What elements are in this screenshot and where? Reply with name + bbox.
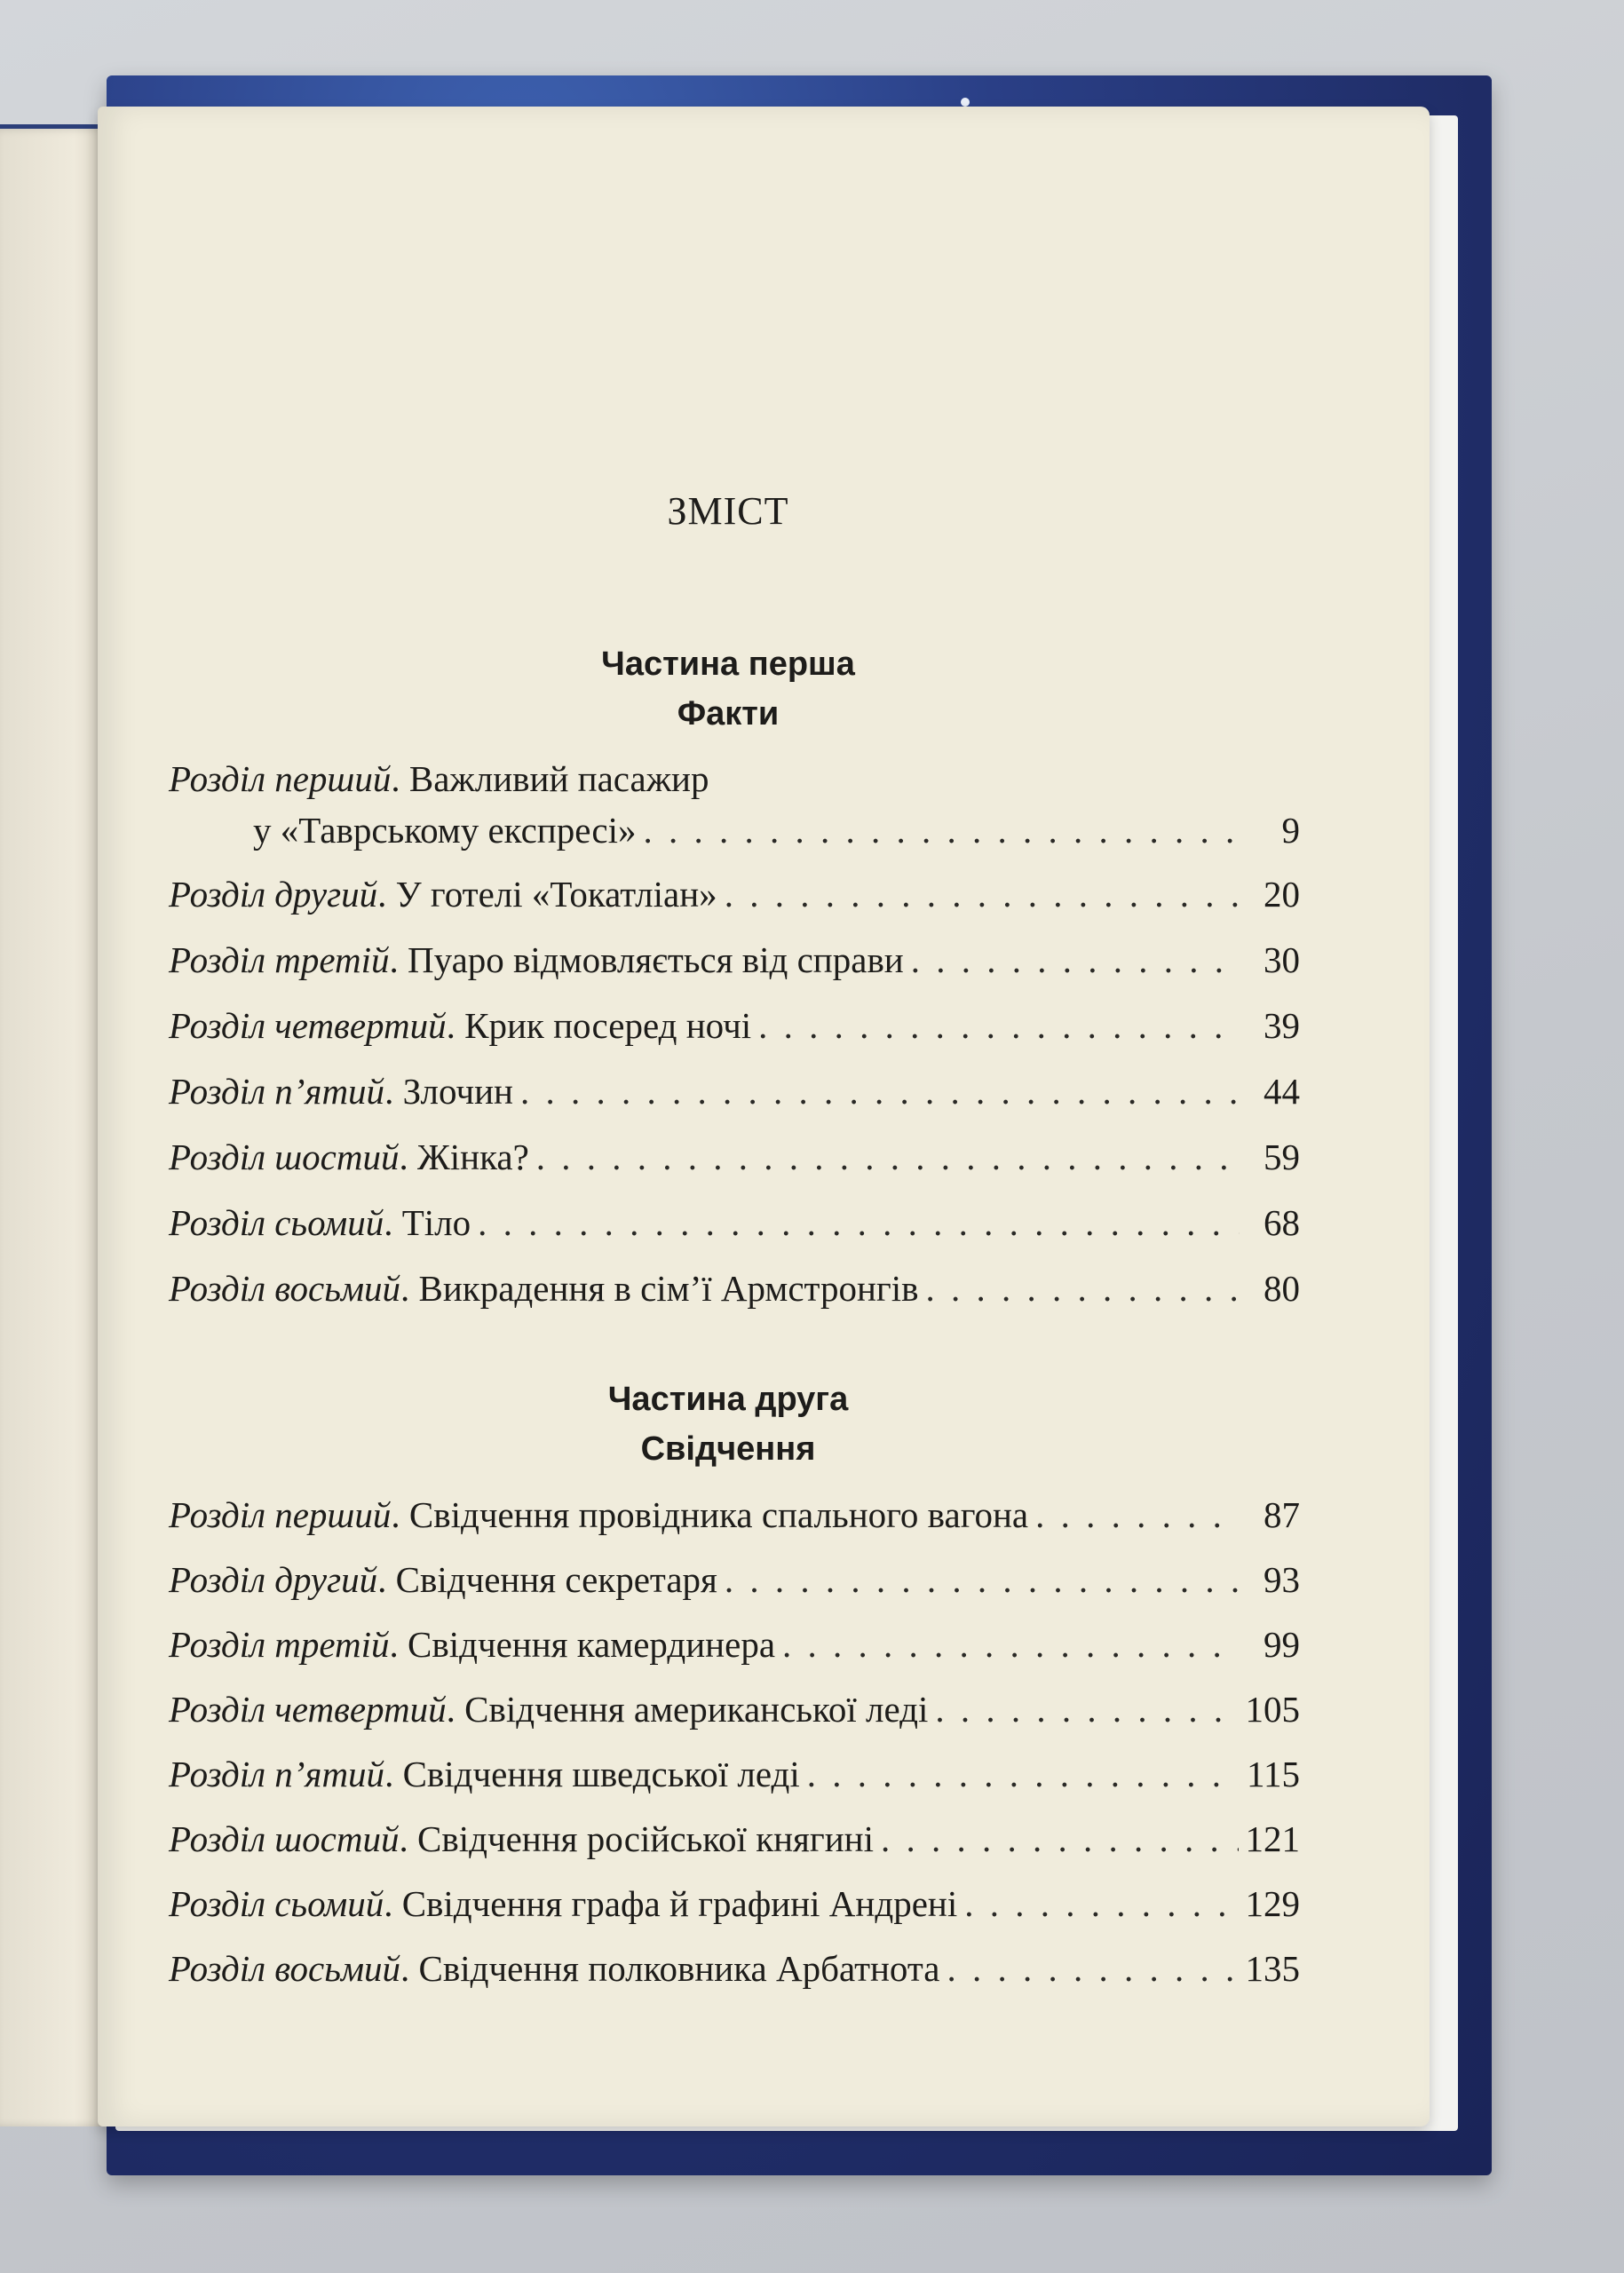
leader-dots (520, 1065, 1240, 1117)
chapter-number: Розділ сьомий (169, 1202, 384, 1243)
chapter-number: Розділ восьмий (169, 1268, 401, 1309)
leader-dots (925, 1263, 1240, 1314)
part-label: Частина перша (601, 645, 855, 683)
chapter-number: Розділ третій (169, 939, 390, 980)
chapter-number: Розділ четвертий (169, 1689, 447, 1730)
leader-dots (644, 804, 1240, 856)
chapter-number: Розділ шостий (169, 1818, 400, 1859)
chapter-number: Розділ восьмий (169, 1948, 401, 1989)
chapter-title: Тіло (401, 1202, 471, 1243)
toc-entry-continued[interactable] (253, 804, 1300, 856)
chapter-number: Розділ п’ятий (169, 1754, 385, 1794)
chapter-title: Жінка? (417, 1136, 529, 1177)
page-number: 30 (1264, 939, 1300, 980)
toc-page (98, 107, 1430, 2126)
toc-entry[interactable]: Розділ восьмий . Свідчення полковника Арбатнота . . . 135 (169, 1943, 1300, 1994)
part-name: Свідчення (640, 1430, 816, 1468)
chapter-title: Свідчення провідника спального вагона (408, 1494, 1029, 1535)
chapter-title: Свідчення графа й графині Андрені (401, 1883, 958, 1924)
toc-entry[interactable]: Розділ сьомий . Тіло . . . 68 (169, 1197, 1300, 1248)
leader-dots (782, 1619, 1240, 1670)
toc-entry[interactable]: Розділ третій . Свідчення камердинера . . . 99 (169, 1619, 1300, 1670)
left-page (0, 129, 107, 2126)
chapter-title: Крик посеред ночі (464, 1005, 752, 1046)
leader-dots (911, 934, 1240, 986)
chapter-number: Розділ шостий (169, 1136, 400, 1177)
leader-dots (881, 1813, 1238, 1865)
chapter-number: Розділ сьомий (169, 1883, 384, 1924)
leader-dots (964, 1878, 1238, 1929)
chapter-title: Свідчення американської леді (464, 1689, 929, 1730)
chapter-number: Розділ п’ятий (169, 1071, 385, 1112)
leader-dots (478, 1197, 1240, 1248)
star-icon (961, 98, 970, 107)
page-number: 39 (1264, 1005, 1300, 1046)
toc-entry[interactable]: Розділ перший. Важливий пасажир (169, 758, 709, 799)
chapter-title: Викрадення в сім’ї Армстронгів (418, 1268, 919, 1309)
chapter-title: Свідчення секретаря (395, 1559, 717, 1600)
page-number: 44 (1264, 1071, 1300, 1112)
page-number: 68 (1264, 1202, 1300, 1243)
part-name: Факти (677, 695, 780, 733)
page-number: 105 (1245, 1689, 1300, 1730)
toc-entry[interactable]: Розділ восьмий . Викрадення в сім’ї Армстронгів . . . 80 (169, 1263, 1300, 1314)
chapter-number: Розділ перший (169, 1494, 392, 1535)
chapter-number: Розділ перший (169, 758, 392, 799)
toc-entry[interactable]: Розділ шостий . Свідчення російської княгині . . . 121 (169, 1813, 1300, 1865)
chapter-title: Свідчення камердинера (408, 1624, 776, 1665)
toc-entry[interactable]: Розділ перший . Свідчення провідника спального вагона . . . 87 (169, 1489, 1300, 1540)
toc-entry[interactable]: Розділ четвертий . Крик посеред ночі . . . 39 (169, 1000, 1300, 1051)
page-number: 129 (1245, 1883, 1300, 1924)
page-number: 20 (1264, 874, 1300, 915)
chapter-title: у «Таврському експресі» (253, 810, 637, 851)
toc-entry[interactable]: Розділ п’ятий . Свідчення шведської леді . . . 115 (169, 1748, 1300, 1800)
page-number: 135 (1245, 1948, 1300, 1989)
toc-entry[interactable]: Розділ четвертий . Свідчення американської леді . . . 105 (169, 1683, 1300, 1735)
leader-dots (807, 1748, 1240, 1800)
chapter-number: Розділ другий (169, 1559, 378, 1600)
leader-dots (536, 1131, 1240, 1183)
leader-dots (725, 1554, 1240, 1605)
chapter-title: Важливий пасажир (408, 758, 709, 799)
toc-entry[interactable]: Розділ сьомий . Свідчення графа й графині Андрені . . . 129 (169, 1878, 1300, 1929)
toc-entry[interactable]: Розділ другий . У готелі «Токатліан» . . . 20 (169, 868, 1300, 920)
page-number: 93 (1264, 1559, 1300, 1600)
chapter-number: Розділ третій (169, 1624, 390, 1665)
leader-dots (935, 1683, 1238, 1735)
leader-dots (725, 868, 1240, 920)
leader-dots (758, 1000, 1240, 1051)
page-number: 9 (1281, 810, 1300, 851)
leader-dots (947, 1943, 1239, 1994)
page-number: 80 (1264, 1268, 1300, 1309)
leader-dots (1035, 1489, 1240, 1540)
chapter-number: Розділ четвертий (169, 1005, 447, 1046)
chapter-title: Свідчення полковника Арбатнота (418, 1948, 940, 1989)
chapter-title: Злочин (402, 1071, 513, 1112)
page-number: 121 (1245, 1818, 1300, 1859)
toc-entry[interactable]: Розділ другий . Свідчення секретаря . . . 93 (169, 1554, 1300, 1605)
chapter-title: Пуаро відмовляється від справи (408, 939, 904, 980)
toc-entry[interactable]: Розділ третій . Пуаро відмовляється від справи . . . 30 (169, 934, 1300, 986)
part-label: Частина друга (607, 1381, 849, 1418)
chapter-title: Свідчення шведської леді (402, 1754, 800, 1794)
toc-title: ЗМІСТ (667, 489, 789, 533)
chapter-number: Розділ другий (169, 874, 378, 915)
chapter-title: У готелі «Токатліан» (395, 874, 717, 915)
toc-entry[interactable]: Розділ шостий . Жінка? . . . 59 (169, 1131, 1300, 1183)
page-number: 87 (1264, 1494, 1300, 1535)
chapter-title: Свідчення російської княгині (417, 1818, 875, 1859)
toc-entry[interactable]: Розділ п’ятий . Злочин . . . 44 (169, 1065, 1300, 1117)
page-number: 59 (1264, 1136, 1300, 1177)
page-number: 99 (1264, 1624, 1300, 1665)
page-number: 115 (1247, 1754, 1300, 1794)
